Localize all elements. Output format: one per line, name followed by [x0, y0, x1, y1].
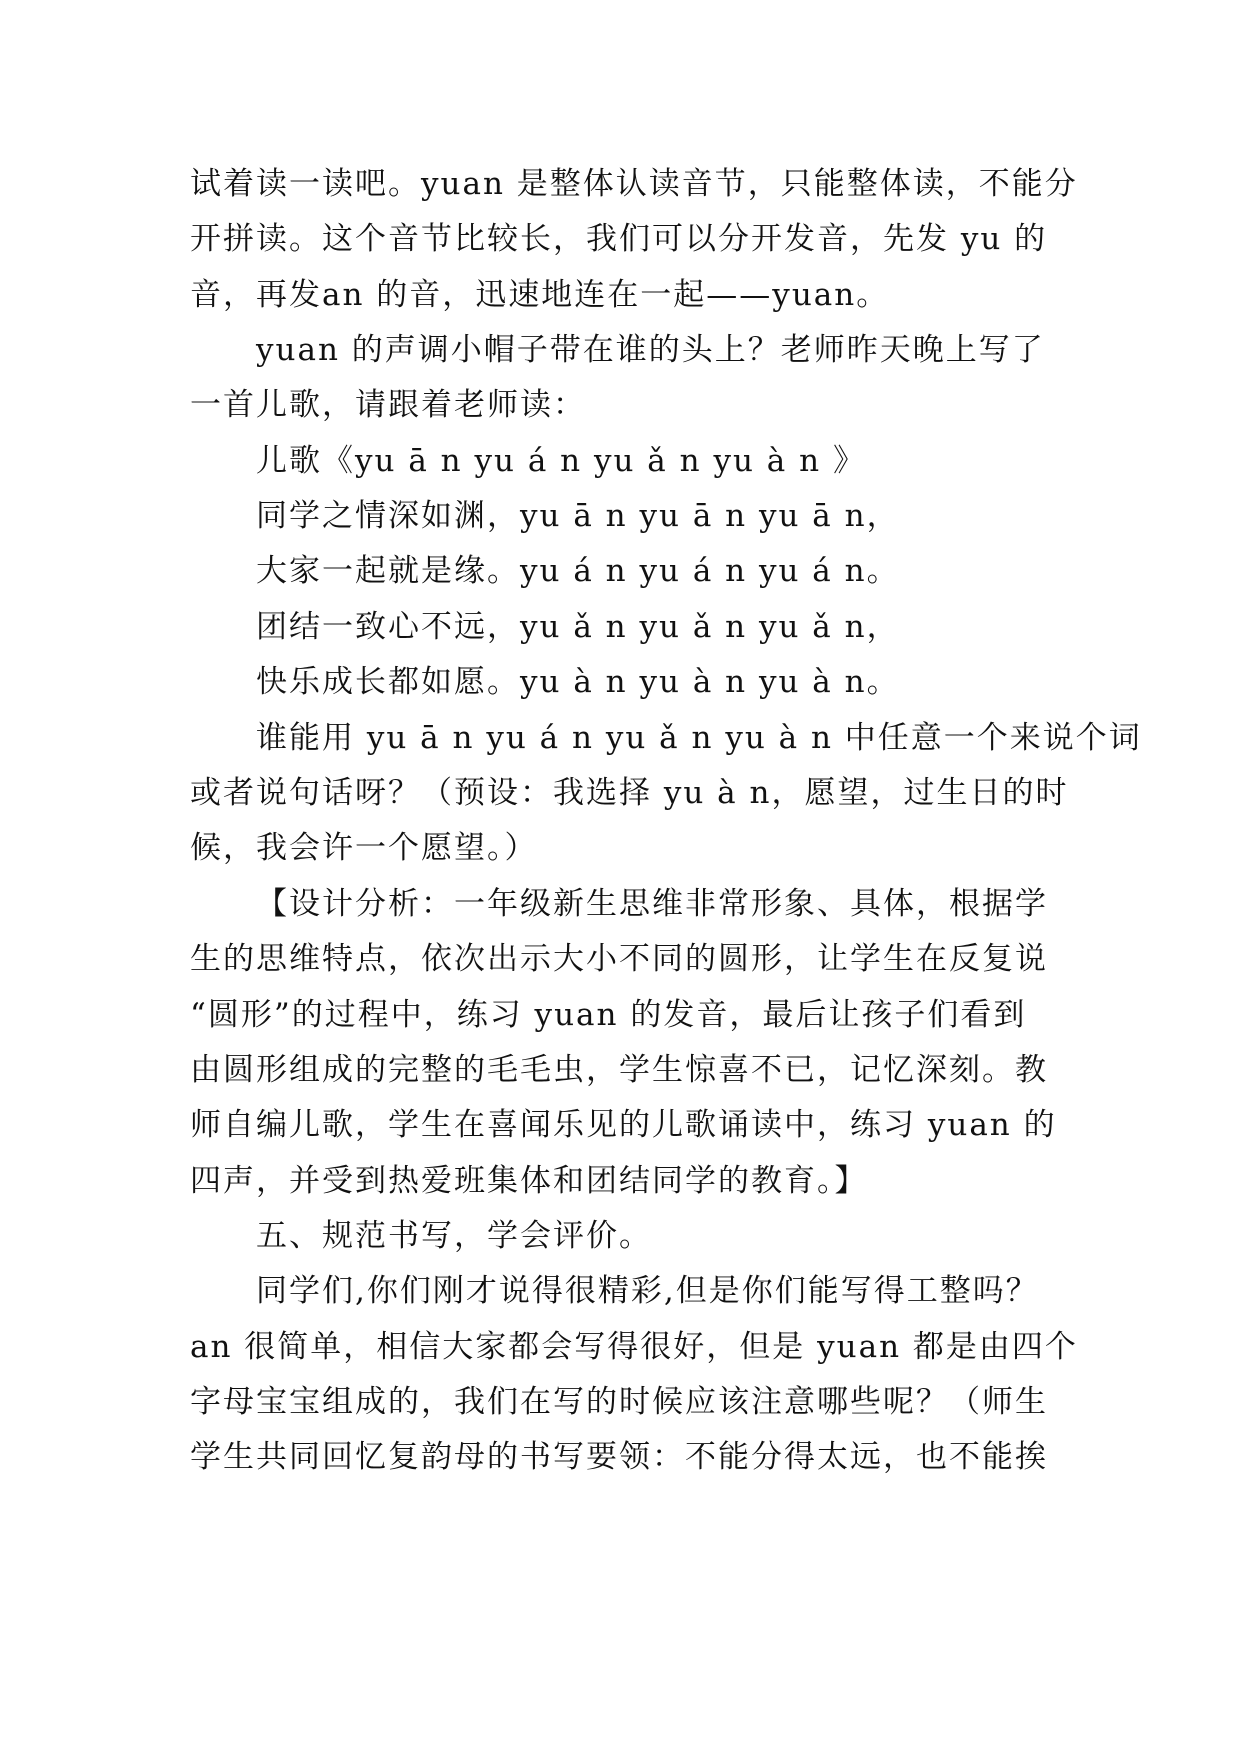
text-line-21: 同学们,你们刚才说得很精彩,但是你们能写得工整吗？ — [256, 1273, 1039, 1309]
analysis-line-2: 生的思维特点，依次出示大小不同的圆形，让学生在反复说 — [190, 941, 1048, 977]
section-heading: 五、规范书写，学会评价。 — [256, 1218, 652, 1254]
analysis-line-3: “圆形”的过程中，练习 yuan 的发音，最后让孩子们看到 — [190, 997, 1027, 1033]
text-line-4: yuan 的声调小帽子带在谁的头上？老师昨天晚上写了 — [256, 332, 1045, 368]
analysis-line-4: 由圆形组成的完整的毛毛虫，学生惊喜不已，记忆深刻。教 — [190, 1052, 1048, 1088]
song-line-1: 同学之情深如渊，yu ā n yu ā n yu ā n， — [256, 498, 900, 534]
text-line-12: 或者说句话呀？（预设：我选择 yu à n，愿望，过生日的时 — [190, 775, 1069, 811]
analysis-line-5: 师自编儿歌，学生在喜闻乐见的儿歌诵读中，练习 yuan 的 — [190, 1107, 1057, 1143]
text-line-3: 音，再发an 的音，迅速地连在一起——yuan。 — [190, 277, 890, 313]
text-line-1: 试着读一读吧。yuan 是整体认读音节，只能整体读，不能分 — [190, 166, 1078, 202]
text-line-24: 学生共同回忆复韵母的书写要领：不能分得太远，也不能挨 — [190, 1439, 1048, 1475]
song-line-3: 团结一致心不远，yu ǎ n yu ǎ n yu ǎ n， — [256, 609, 900, 645]
song-line-2: 大家一起就是缘。yu á n yu á n yu á n。 — [256, 553, 900, 589]
song-title: 儿歌《yu ā n yu á n yu ǎ n yu à n 》 — [256, 443, 866, 479]
text-line-23: 字母宝宝组成的，我们在写的时候应该注意哪些呢？（师生 — [190, 1384, 1048, 1420]
analysis-line-6: 四声，并受到热爱班集体和团结同学的教育。】 — [190, 1163, 868, 1199]
text-line-5: 一首儿歌，请跟着老师读： — [190, 387, 586, 423]
text-line-11: 谁能用 yu ā n yu á n yu ǎ n yu à n 中任意一个来说个词 — [256, 720, 1142, 756]
text-line-13: 候，我会许一个愿望。） — [190, 830, 538, 866]
analysis-line-1: 【设计分析：一年级新生思维非常形象、具体，根据学 — [256, 886, 1048, 922]
text-line-2: 开拼读。这个音节比较长，我们可以分开发音，先发 yu 的 — [190, 221, 1048, 257]
song-line-4: 快乐成长都如愿。yu à n yu à n yu à n。 — [256, 664, 900, 700]
text-line-22: an 很简单，相信大家都会写得很好，但是 yuan 都是由四个 — [190, 1329, 1078, 1365]
